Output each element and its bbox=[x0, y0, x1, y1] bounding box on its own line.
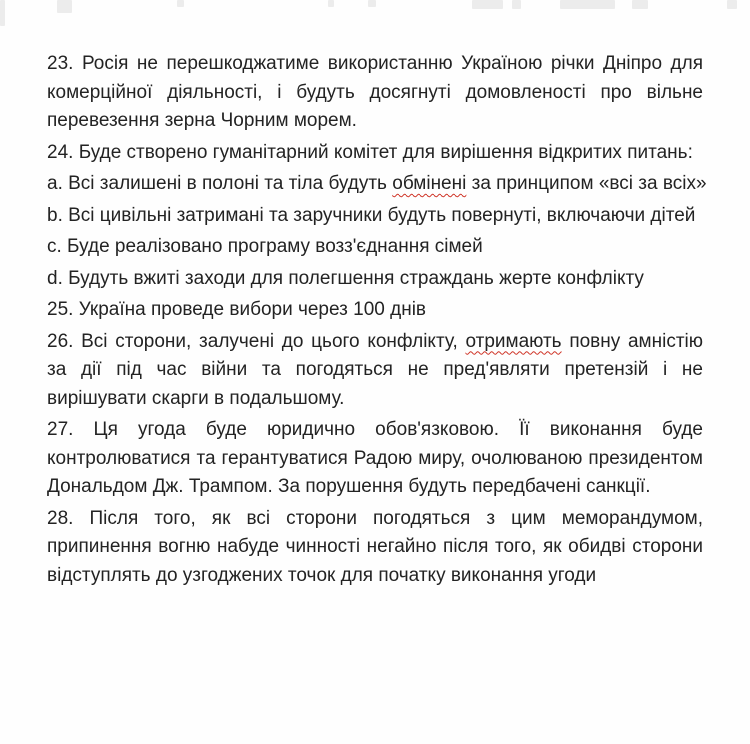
text-segment: 27. Ця угода буде юридично обов'язковою. Її виконання буде контролюватися та герантуватися Радою миру, очолюваною президентом Дональдом Дж. Трампом. За порушення будуть передбачені санкції. bbox=[47, 419, 703, 497]
paragraph-24d bbox=[47, 265, 703, 294]
paragraph-26 bbox=[47, 328, 703, 414]
paragraph-27 bbox=[47, 416, 703, 502]
paragraph-24 bbox=[47, 139, 703, 168]
text-segment: 24. Буде створено гуманітарний комітет для вирішення відкритих питань: bbox=[47, 141, 693, 163]
text-segment: 28. Після того, як всі сторони погодяться з цим меморандумом, припинення вогню набуде чинності негайно після того, як обидві сторони відступлять до узгоджених точок для початку виконання угоди bbox=[47, 507, 703, 586]
text-segment: b. Всі цивільні затримані та заручники будуть повернуті, включаючи дітей bbox=[47, 204, 696, 226]
misspelled-word: отримають bbox=[465, 330, 562, 352]
paragraph-25 bbox=[47, 296, 703, 325]
paragraph-24a bbox=[47, 170, 707, 199]
paragraph-23 bbox=[47, 50, 703, 136]
paragraph-24c bbox=[47, 233, 703, 262]
text-segment: за принципом «всі за всіх» bbox=[466, 173, 707, 194]
text-segment: d. Будуть вжиті заходи для полегшення страждань жерте конфлікту bbox=[47, 267, 644, 289]
text-segment: a. Всі залишені в полоні та тіла будуть bbox=[47, 173, 393, 194]
text-segment: 25. Україна проведе вибори через 100 днів bbox=[47, 299, 427, 320]
text-segment: c. Буде реалізовано програму возз'єднання сімей bbox=[47, 236, 483, 257]
paragraph-28 bbox=[47, 505, 703, 591]
text-segment: повну амністію за дії під час війни та погодяться не пред'являти претензій і не вирішувати скарги в подальшому. bbox=[47, 330, 703, 409]
text-segment: 23. Росія не перешкоджатиме використанню Україною річки Дніпро для комерційної діяльності, і будуть досягнуті домовленості про вільне перевезення зерна Чорним морем. bbox=[47, 53, 703, 131]
misspelled-word: обмінені bbox=[392, 173, 467, 194]
text-segment: 26. Всі сторони, залучені до цього конфлікту, bbox=[47, 330, 466, 352]
paragraph-24b bbox=[47, 202, 703, 231]
